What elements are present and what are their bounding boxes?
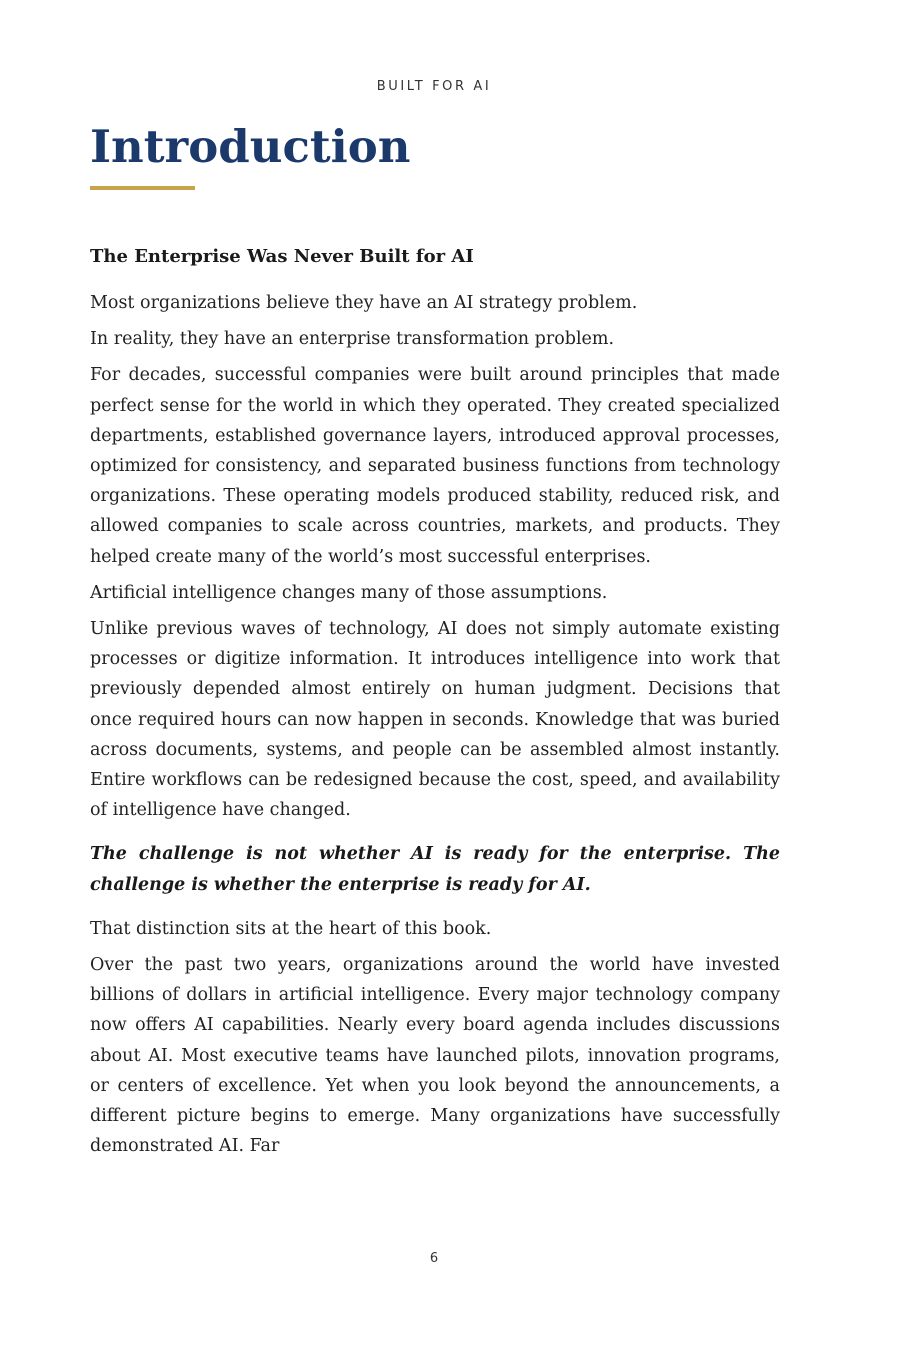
- running-header: BUILT FOR AI: [376, 79, 492, 94]
- body-paragraph: Over the past two years, organizations around the world have invested billions of dollars in artificial intelligence. Every major technology company now offers AI capabilities. Nearly every board agenda includes discussions about AI. Most executive teams have launched pilots, innovation programs, or centers of excellence. Yet when you look beyond the announcements, a different picture begins to emerge. Many organizations have successfully demonstrated AI. Far: [90, 955, 780, 1157]
- page-number: 6: [429, 1251, 439, 1266]
- body-paragraph: In reality, they have an enterprise transformation problem.: [90, 329, 615, 350]
- title-underline-rule: [90, 186, 195, 190]
- body-paragraph: Unlike previous waves of technology, AI does not simply automate existing processes or digitize information. It introduces intelligence into work that previously depended almost entirely on human judgment. Decisions that once required hours can now happen in seconds. Knowledge that was buried across documents, systems, and people can be assembled almost instantly. Entire workflows can be redesigned because the cost, speed, and availability of intelligence have changed.: [90, 619, 780, 821]
- pull-quote: The challenge is not whether AI is ready for the enterprise. The challenge is whether the enterprise is ready for AI.: [90, 844, 780, 895]
- body-paragraph: That distinction sits at the heart of this book.: [90, 918, 492, 939]
- body-paragraph: For decades, successful companies were built around principles that made perfect sense for the world in which they operated. They created specialized departments, established governance layers, introduced approval processes, optimized for consistency, and separated business functions from technology organizations. These operating models produced stability, reduced risk, and allowed companies to scale across countries, markets, and products. They helped create many of the world’s most successful enterprises.: [90, 365, 780, 567]
- section-heading: The Enterprise Was Never Built for AI: [90, 246, 474, 267]
- body-paragraph: Most organizations believe they have an AI strategy problem.: [90, 293, 638, 313]
- body-paragraph: Artificial intelligence changes many of those assumptions.: [90, 582, 608, 603]
- chapter-body: [90, 240, 780, 1167]
- chapter-title: Introduction: [90, 120, 411, 173]
